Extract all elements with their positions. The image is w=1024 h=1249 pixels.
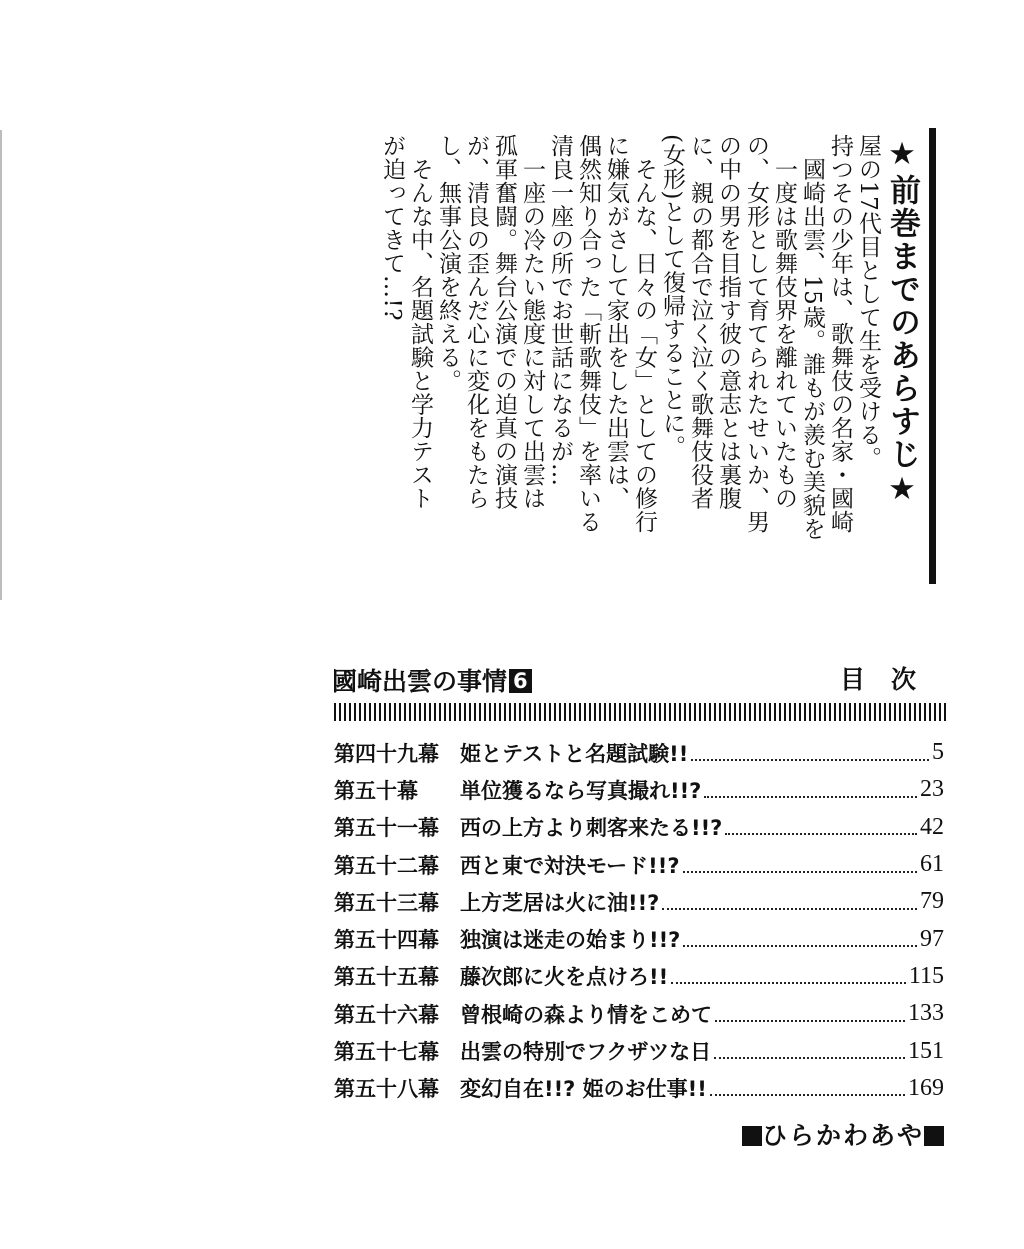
decorative-rule [334,703,946,721]
page-number: 151 [908,1037,944,1064]
page-number: 23 [920,776,944,803]
page-number: 169 [908,1074,944,1101]
chapter-title: 曾根崎の森より情をこめて [460,1002,712,1027]
page-number: 133 [908,1000,944,1027]
dot-leader [683,931,917,947]
act-number: 第五十四幕 [334,928,439,953]
synopsis-body: 屋の17代目として生を受ける。 持つその少年は、歌舞伎の名家・國崎 國崎出雲、15歳。誰もが羨む美貌を 一度は歌舞伎界を離れていたもの の、女形として育てられたせいか、男 の中の男を目指す彼の意志とは裏腹 に、親の都合で泣く泣く歌舞伎役者 (女形)として復帰することに。 そんな、日々の「女」としての修行 に嫌気がさして家出をした出雲は、 偶然知り合った「斬歌舞伎」を率いる 清良一座の所でお世話になるが… 一座の冷たい態度に対して出雲は 孤軍奮闘。舞台公演での迫真の演技 が、清良の歪んだ心に変化をもたら し、無事公演を終える。 そんな中、名題試験と学力テスト が迫ってきて…!? [379,134,881,541]
toc-entry[interactable] [334,920,944,957]
dot-leader [725,819,917,835]
author-credit [742,1116,944,1152]
chapter-title: 姫とテストと名題試験!! [460,741,689,766]
author-name: ひらかわあや [761,1121,924,1150]
act-number: 第五十一幕 [334,816,439,841]
page-edge-mark [0,130,14,600]
dot-leader [691,745,929,761]
toc-entry[interactable] [334,734,944,771]
chapter-title: 単位獲るなら写真撮れ!!? [460,778,702,803]
page-number: 79 [920,888,944,915]
dot-leader [710,1080,905,1096]
book-title [332,662,532,698]
act-number: 第五十幕 [334,778,418,803]
chapter-title: 西の上方より刺客来たる!!? [460,816,723,841]
toc-label: 目次 [839,665,942,694]
book-title-text: 國崎出雲の事情 [332,667,508,696]
chapter-title: 変幻自在!!? 姫のお仕事!! [460,1077,707,1102]
chapter-title: 藤次郎に火を点けろ!! [460,965,669,990]
synopsis-heading: ★前巻までのあらすじ★ [884,136,920,509]
act-number: 第五十八幕 [334,1077,439,1102]
dot-leader [662,894,917,910]
toc-entry[interactable] [334,883,944,920]
act-number: 第五十五幕 [334,965,439,990]
page-number: 97 [920,925,944,952]
page-number: 5 [932,739,944,766]
act-number: 第五十七幕 [334,1040,439,1065]
page-number: 61 [920,851,944,878]
act-number: 第五十六幕 [334,1002,439,1027]
toc-entry[interactable] [334,809,944,846]
toc-entry[interactable] [334,958,944,995]
page-number: 42 [920,813,944,840]
chapter-title: 独演は迷走の始まり!!? [460,928,681,953]
black-square-icon [742,1126,762,1146]
toc-header [332,660,944,694]
toc-entry[interactable] [334,1032,944,1069]
chapter-title: 上方芝居は火に油!!? [460,890,660,915]
act-number: 第五十三幕 [334,890,439,915]
page-number: 115 [908,962,944,989]
toc-entry[interactable] [334,1070,944,1107]
dot-leader [683,857,918,873]
chapter-title: 西と東で対決モード!!? [460,853,680,878]
dot-leader [671,968,906,984]
dot-leader [704,782,917,798]
dot-leader [714,1043,905,1059]
toc-list [334,734,944,1107]
black-square-icon [924,1126,944,1146]
dot-leader [715,1006,905,1022]
synopsis-heading-rule [884,128,936,584]
toc-entry[interactable] [334,771,944,808]
act-number: 第四十九幕 [334,741,439,766]
toc-entry[interactable] [334,995,944,1032]
synopsis [282,128,962,588]
act-number: 第五十二幕 [334,853,439,878]
toc-entry[interactable] [334,846,944,883]
chapter-title: 出雲の特別でフクザツな日 [460,1040,712,1065]
volume-badge: 6 [509,669,532,693]
